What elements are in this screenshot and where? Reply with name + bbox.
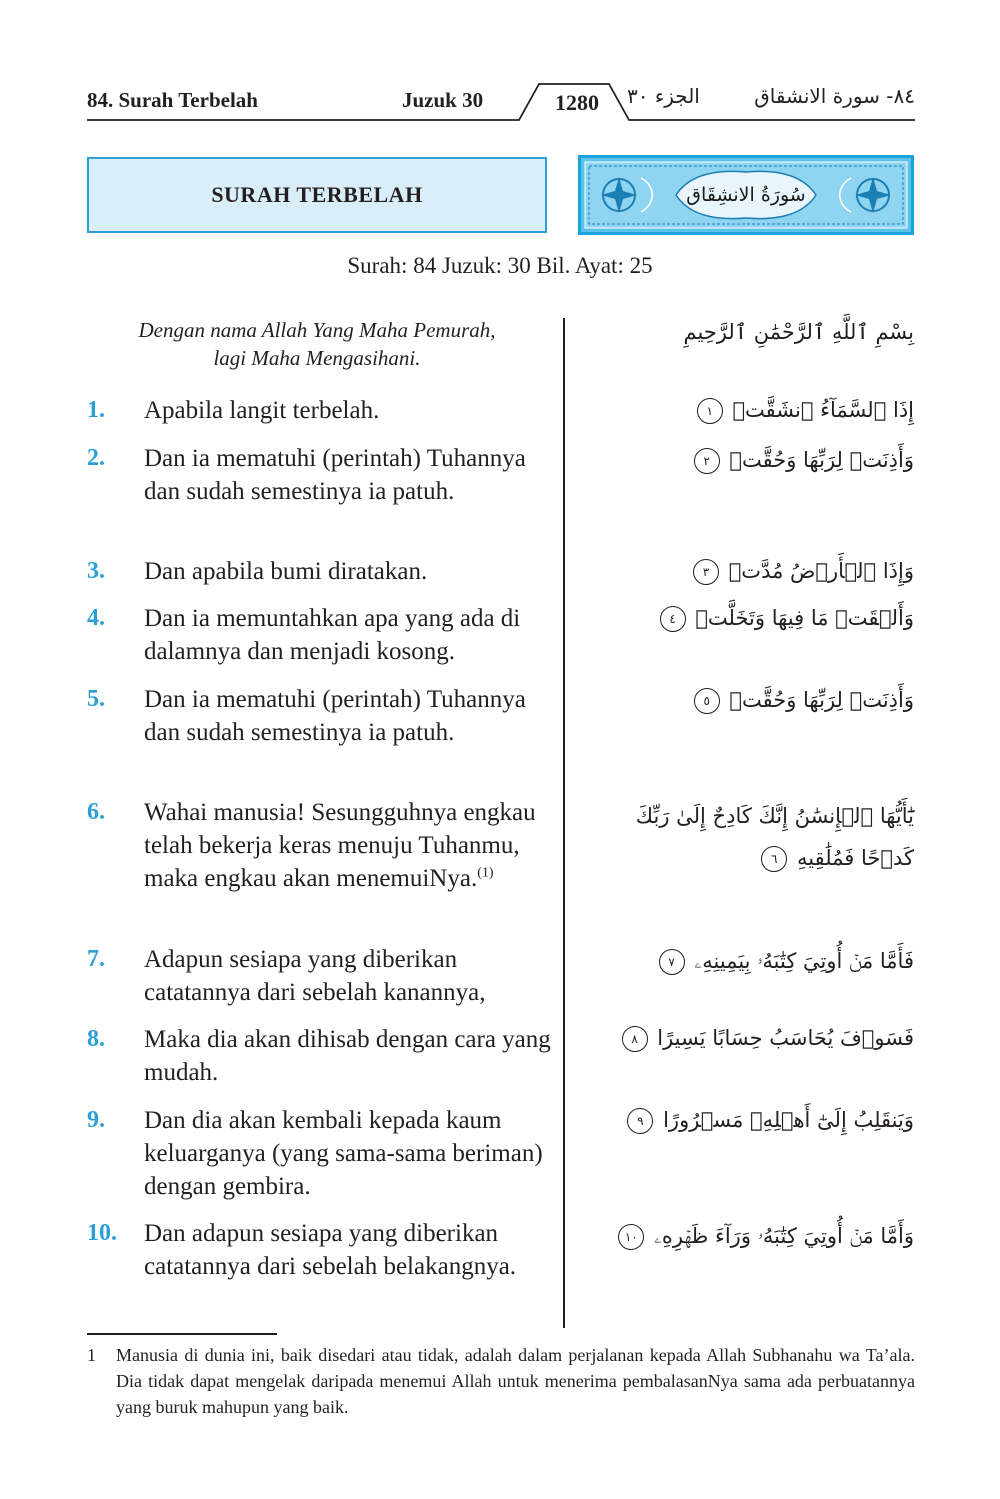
verse-number: 2. [87, 445, 105, 471]
ayah-marker-icon: ٤ [660, 606, 686, 632]
arabic-text: وَأَمَّا مَنۡ أُوتِيَ كِتَٰبَهُۥ وَرَآءَ ظَهۡرِهِۦ [653, 1224, 914, 1248]
ayah-marker-icon: ٣ [693, 559, 719, 585]
verse-6-text: Wahai manusia! Sesungguhnya engkau telah bekerja keras menuju Tuhanmu, maka engkau akan menemuiNya. [144, 799, 536, 892]
header-surah-label: 84. Surah Terbelah [87, 88, 258, 112]
verse-text: Dan dia akan kembali kepada kaum keluarganya (yang sama-sama beriman) dengan gembira. [144, 1107, 543, 1200]
verse-text: Dan apabila bumi diratakan. [144, 558, 428, 585]
verse-number: 9. [87, 1107, 105, 1133]
arabic-text: فَأَمَّا مَنۡ أُوتِيَ كِتَٰبَهُۥ بِيَمِينِهِۦ [694, 949, 914, 973]
arabic-verse-9 [578, 1102, 914, 1138]
arabic-text: فَسَوۡفَ يُحَاسَبُ حِسَابًا يَسِيرًا [657, 1026, 914, 1050]
arabic-verse-5 [578, 682, 914, 718]
verse-text: Dan ia memuntahkan apa yang ada di dalamnya dan menjadi kosong. [144, 605, 521, 665]
surah-info: Surah: 84 Juzuk: 30 Bil. Ayat: 25 [347, 253, 653, 278]
verse-text [144, 796, 564, 895]
ayah-marker-icon: ٧ [659, 949, 685, 975]
verse-number: 5. [87, 686, 105, 712]
surah-title: SURAH TERBELAH [211, 182, 423, 207]
footnote-ref: (1) [477, 865, 494, 881]
verse-text: Adapun sesiapa yang diberikan catatannya dari sebelah kanannya, [144, 946, 486, 1006]
page-header [87, 80, 915, 122]
header-juzuk-label: Juzuk 30 [402, 88, 484, 112]
page-number: 1280 [555, 90, 599, 115]
basmala-line-1: Dengan nama Allah Yang Maha Pemurah, [138, 318, 496, 342]
verse-text: Dan ia mematuhi (perintah) Tuhannya dan sudah semestinya ia patuh. [144, 445, 526, 505]
arabic-verse-4 [578, 600, 914, 636]
verse-number: 3. [87, 558, 105, 584]
ayah-marker-icon: ٥ [694, 688, 720, 714]
verse-text: Dan ia mematuhi (perintah) Tuhannya dan sudah semestinya ia patuh. [144, 686, 526, 746]
arabic-verse-1 [578, 392, 914, 428]
ayah-marker-icon: ٢ [694, 448, 720, 474]
verse-number: 6. [87, 799, 105, 825]
ayah-marker-icon: ٦ [761, 846, 787, 872]
ornamental-title-panel [578, 155, 914, 235]
footnote-rule [87, 1333, 277, 1335]
arabic-text: وَأَذِنَتۡ لِرَبِّهَا وَحُقَّتۡ [729, 688, 914, 712]
header-arabic-juz: الجزء ٣٠ [627, 84, 700, 108]
arabic-text: وَإِذَا ٱلۡأَرۡضُ مُدَّتۡ [728, 559, 914, 583]
ayah-marker-icon: ١٠ [618, 1224, 644, 1250]
basmala-translation [87, 316, 547, 372]
arabic-verse-7 [578, 943, 914, 979]
arabic-text: يَٰٓأَيُّهَا ٱلۡإِنسَٰنُ إِنَّكَ كَادِحٌ إِلَىٰ رَبِّكَ كَدۡحًا فَمُلَٰقِيهِ [635, 804, 914, 870]
verse-text: Maka dia akan dihisab dengan cara yang mudah. [144, 1026, 551, 1086]
arabic-verse-6 [578, 795, 914, 879]
arabic-text: وَأَلۡقَتۡ مَا فِيهَا وَتَخَلَّتۡ [695, 606, 914, 630]
ayah-marker-icon: ٨ [622, 1026, 648, 1052]
arabic-verse-8 [578, 1020, 914, 1056]
verse-number: 10. [87, 1220, 117, 1246]
verse-text: Dan adapun sesiapa yang diberikan catatannya dari sebelah belakangnya. [144, 1220, 517, 1280]
basmala-line-2: lagi Maha Mengasihani. [213, 346, 421, 370]
basmala-arabic: بِسْمِ ٱللَّهِ ٱلرَّحْمَٰنِ ٱلرَّحِيمِ [683, 320, 914, 344]
arabic-text: وَيَنقَلِبُ إِلَىٰٓ أَهۡلِهِۦ مَسۡرُورًا [663, 1108, 914, 1132]
footnote-number: 1 [87, 1345, 96, 1365]
verse-number: 4. [87, 605, 105, 631]
arabic-verse-3 [578, 553, 914, 589]
ayah-marker-icon: ١ [697, 398, 723, 424]
arabic-verse-10 [578, 1218, 914, 1254]
verse-number: 8. [87, 1026, 105, 1052]
arabic-text: إِذَا ٱلسَّمَآءُ ٱنشَقَّتۡ [732, 398, 914, 422]
arabic-verse-2 [578, 442, 914, 478]
surah-title-box [87, 157, 547, 233]
verse-number: 7. [87, 946, 105, 972]
arabic-text: وَأَذِنَتۡ لِرَبِّهَا وَحُقَّتۡ [729, 448, 914, 472]
ayah-marker-icon: ٩ [627, 1108, 653, 1134]
arabic-surah-title: سُورَةُ الانشِقَاق [686, 184, 806, 206]
footnote-text: Manusia di dunia ini, baik disedari atau tidak, adalah dalam perjalanan kepada Allah Subhanahu wa Ta’ala. Dia tidak dapat mengelak daripada menemui Allah untuk menerima pembalasanNya sama ada perbuatannya yang buruk mahupun yang baik. [116, 1345, 915, 1417]
verse-number: 1. [87, 397, 105, 423]
header-arabic-surah: ٨٤- سورة الانشقاق [754, 84, 915, 108]
verse-text: Apabila langit terbelah. [144, 397, 380, 424]
